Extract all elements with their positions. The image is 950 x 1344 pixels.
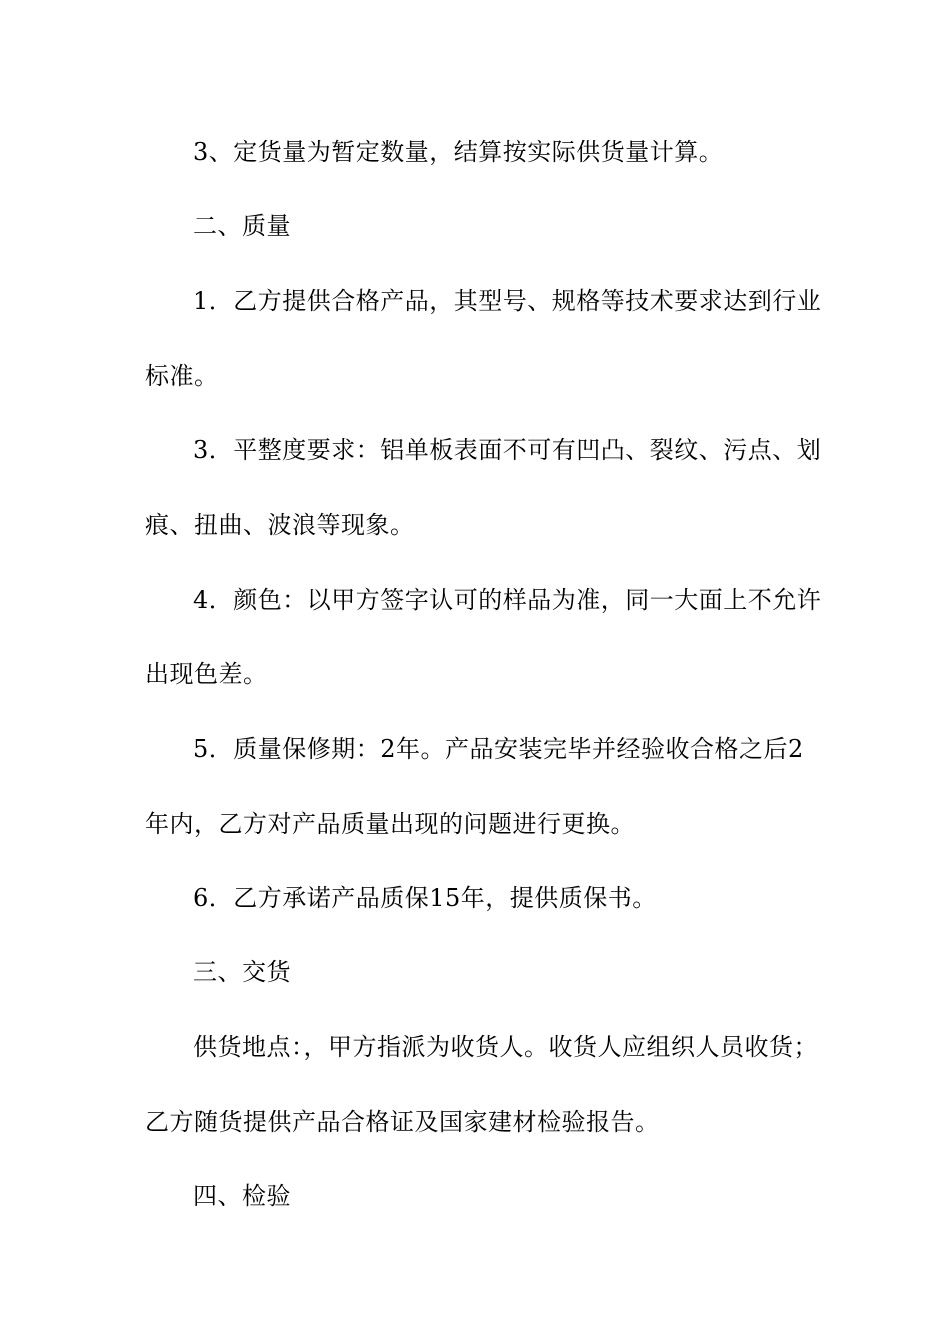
paragraph-delivery-location: 供货地点：，甲方指派为收货人。收货人应组织人员收货； — [193, 1033, 818, 1061]
paragraph-color-cont: 出现色差。 — [145, 660, 268, 688]
section-heading-quality: 二、质量 — [193, 212, 291, 240]
section-heading-inspection: 四、检验 — [193, 1182, 291, 1210]
paragraph-quality-1-cont: 标准。 — [145, 362, 219, 390]
paragraph-order-quantity: 3、定货量为暂定数量，结算按实际供货量计算。 — [193, 138, 724, 166]
paragraph-color: 4．颜色：以甲方签字认可的样品为准，同一大面上不允许 — [193, 586, 822, 614]
paragraph-flatness-cont: 痕、扭曲、波浪等现象。 — [145, 511, 415, 539]
paragraph-quality-1: 1．乙方提供合格产品，其型号、规格等技术要求达到行业 — [193, 287, 822, 315]
paragraph-warranty-cont: 年内，乙方对产品质量出现的问题进行更换。 — [145, 810, 635, 838]
paragraph-warranty: 5．质量保修期：2年。产品安装完毕并经验收合格之后2 — [193, 735, 804, 763]
paragraph-delivery-location-cont: 乙方随货提供产品合格证及国家建材检验报告。 — [145, 1108, 660, 1136]
section-heading-delivery: 三、交货 — [193, 958, 291, 986]
paragraph-flatness: 3．平整度要求：铝单板表面不可有凹凸、裂纹、污点、划 — [193, 436, 822, 464]
paragraph-guarantee: 6．乙方承诺产品质保15年，提供质保书。 — [193, 884, 657, 912]
